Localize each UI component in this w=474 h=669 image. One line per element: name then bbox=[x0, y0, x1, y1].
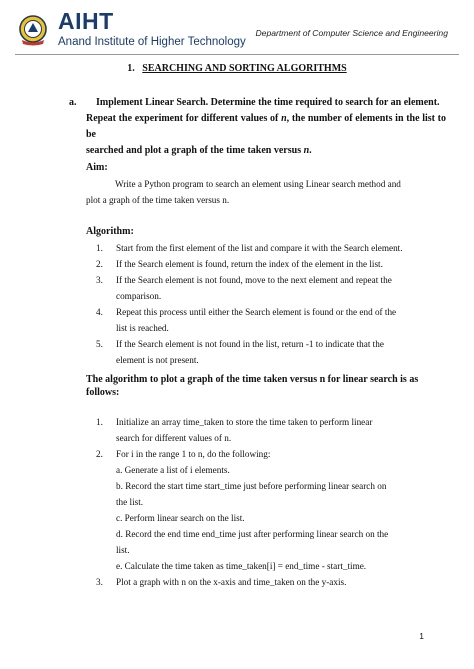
list-item-line: If the Search element is not found in the list, return -1 to indicate that the bbox=[116, 339, 384, 349]
list-item-line: If the Search element is not found, move to the next element and repeat the bbox=[116, 275, 392, 285]
list-item-line: b. Record the start time start_time just before performing linear search on bbox=[116, 481, 387, 491]
list-item bbox=[96, 304, 426, 336]
list-item bbox=[96, 574, 426, 590]
list-item-text bbox=[116, 240, 426, 256]
aim-line1: Write a Python program to search an element using Linear search method and bbox=[115, 179, 401, 189]
question-body: Repeat the experiment for different values of n, the number of elements in the list to be searched and plot a graph of the time taken versus n. bbox=[86, 113, 447, 156]
list-item-text bbox=[116, 446, 426, 574]
header-divider bbox=[15, 54, 459, 55]
brand-block bbox=[58, 9, 246, 49]
list-item-text bbox=[116, 336, 426, 368]
brand-subtitle: Anand Institute of Higher Technology bbox=[58, 36, 246, 48]
list-item-text bbox=[116, 272, 426, 304]
list-item-line: Plot a graph with n on the x-axis and time_taken on the y-axis. bbox=[116, 577, 347, 587]
list-item-line: Initialize an array time_taken to store the time taken to perform linear bbox=[116, 417, 373, 427]
aim-line2: plot a graph of the time taken versus n. bbox=[86, 195, 230, 205]
list-item-line: c. Perform linear search on the list. bbox=[116, 513, 245, 523]
plot-algorithm-steps bbox=[96, 414, 426, 590]
plot-algorithm-heading: The algorithm to plot a graph of the time taken versus n for linear search is as follows: bbox=[86, 374, 419, 398]
list-item-number: 1. bbox=[96, 243, 103, 253]
list-item-line: element is not present. bbox=[116, 355, 199, 365]
list-item-line: search for different values of n. bbox=[116, 433, 232, 443]
list-item-line: list. bbox=[116, 545, 130, 555]
list-item-line: the list. bbox=[116, 497, 144, 507]
institute-logo bbox=[18, 14, 48, 46]
question-label: a. bbox=[69, 97, 77, 108]
question-line1: Implement Linear Search. Determine the time required to search for an element. bbox=[96, 97, 440, 108]
list-item-number: 3. bbox=[96, 577, 103, 587]
list-item-line: Start from the first element of the list and compare it with the Search element. bbox=[116, 243, 403, 253]
list-item bbox=[96, 446, 426, 574]
list-item-number: 1. bbox=[96, 417, 103, 427]
list-item-number: 2. bbox=[96, 259, 103, 269]
list-item-number: 5. bbox=[96, 339, 103, 349]
list-item-number: 2. bbox=[96, 449, 103, 459]
section-number: 1. bbox=[127, 63, 135, 74]
algorithm-steps bbox=[96, 240, 426, 368]
section-title-text: SEARCHING AND SORTING ALGORITHMS bbox=[142, 63, 347, 74]
list-item bbox=[96, 336, 426, 368]
list-item bbox=[96, 414, 426, 446]
list-item bbox=[96, 240, 426, 256]
list-item-text bbox=[116, 414, 426, 446]
list-item-line: Repeat this process until either the Search element is found or the end of the bbox=[116, 307, 397, 317]
list-item-text bbox=[116, 574, 426, 590]
section-title bbox=[0, 63, 474, 74]
aim-heading: Aim: bbox=[86, 162, 108, 173]
algorithm-heading: Algorithm: bbox=[86, 226, 134, 237]
list-item-line: If the Search element is found, return the index of the element in the list. bbox=[116, 259, 383, 269]
department-label: Department of Computer Science and Engineering bbox=[255, 28, 448, 38]
list-item bbox=[96, 256, 426, 272]
list-item-line: comparison. bbox=[116, 291, 162, 301]
list-item-number: 3. bbox=[96, 275, 103, 285]
list-item bbox=[96, 272, 426, 304]
list-item-line: a. Generate a list of i elements. bbox=[116, 465, 230, 475]
list-item-text bbox=[116, 256, 426, 272]
list-item-number: 4. bbox=[96, 307, 103, 317]
list-item-line: e. Calculate the time taken as time_taken[i] = end_time - start_time. bbox=[116, 561, 367, 571]
list-item-line: list is reached. bbox=[116, 323, 169, 333]
list-item-text bbox=[116, 304, 426, 336]
page-number: 1 bbox=[419, 631, 424, 641]
list-item-line: For i in the range 1 to n, do the following: bbox=[116, 449, 271, 459]
list-item-line: d. Record the end time end_time just after performing linear search on the bbox=[116, 529, 389, 539]
brand-name: AIHT bbox=[58, 8, 114, 34]
